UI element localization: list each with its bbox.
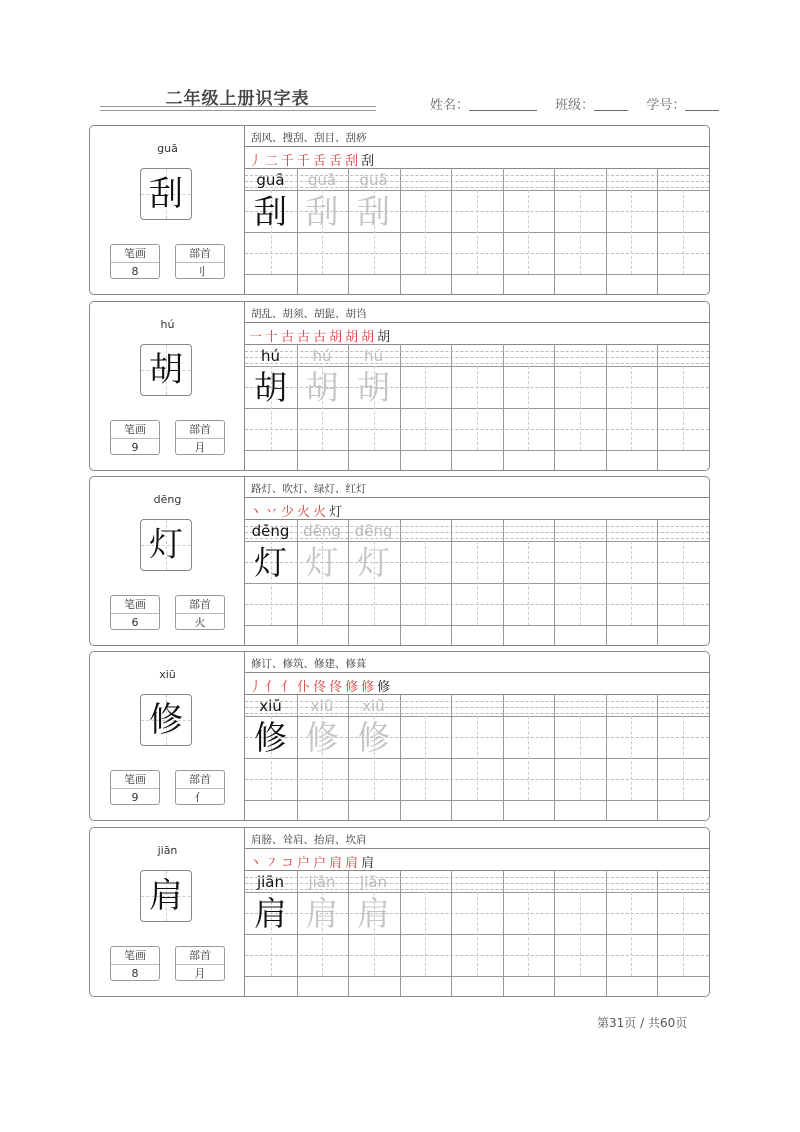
radical: 亻 [194, 791, 206, 804]
stroke-step: 胡 [345, 330, 362, 345]
stroke-step: 刮 [345, 154, 362, 169]
stroke-step: 火 [313, 505, 330, 520]
radical-box [175, 420, 225, 455]
stroke-step: 丶 [249, 505, 266, 520]
radical-box [175, 595, 225, 630]
practice-area [245, 126, 709, 294]
stroke-step: 千 [297, 154, 314, 169]
character-box [140, 870, 192, 922]
practice-character: 肩 [357, 894, 390, 933]
practice-character: 刮 [357, 192, 390, 231]
stroke-step: 胡 [377, 330, 394, 345]
pinyin-sample: xiū [310, 697, 334, 715]
card-summary [90, 126, 245, 294]
stroke-count: 8 [131, 967, 139, 980]
card-summary [90, 477, 245, 645]
stroke-count-box [110, 595, 160, 630]
stroke-step: 舌 [329, 154, 346, 169]
character: 刮 [149, 174, 183, 214]
pinyin-sample: dēng [303, 522, 341, 540]
practice-area [245, 652, 709, 820]
stroke-step: 少 [281, 505, 298, 520]
radical-label: 部首 [176, 947, 224, 965]
id-blank[interactable] [685, 98, 719, 111]
example-words: 路灯、吹灯、绿灯、红灯 [251, 483, 367, 495]
character-card [89, 301, 710, 471]
practice-character: 肩 [254, 894, 287, 933]
id-label: 学号： [646, 98, 686, 113]
stroke-step: 丿 [249, 680, 266, 695]
stroke-step: 灯 [329, 505, 346, 520]
character-card [89, 651, 710, 821]
stroke-count: 9 [131, 441, 139, 454]
practice-area [245, 302, 709, 470]
stroke-step: 修 [345, 680, 362, 695]
pinyin-label: jiān [157, 844, 178, 857]
stroke-order [249, 501, 345, 520]
radical-label: 部首 [176, 596, 224, 614]
practice-character: 刮 [305, 192, 339, 231]
stroke-count-box [110, 770, 160, 805]
stroke-step: 肩 [329, 856, 346, 871]
practice-character: 灯 [357, 543, 390, 582]
pinyin-sample: hú [312, 347, 332, 365]
stroke-step: 亻 [265, 680, 282, 695]
card-summary [90, 302, 245, 470]
pinyin-sample: jiān [256, 873, 285, 891]
radical-label: 部首 [176, 245, 224, 263]
stroke-step: コ [281, 856, 298, 871]
practice-character: 修 [305, 718, 339, 757]
page-title: 二年级上册识字表 [165, 89, 310, 109]
stroke-step: 户 [297, 856, 314, 871]
character-card [89, 476, 710, 646]
stroke-step: 佟 [313, 680, 330, 695]
card-summary [90, 828, 245, 996]
stroke-order [249, 676, 393, 695]
radical-box [175, 770, 225, 805]
stroke-step: 十 [265, 330, 282, 345]
stroke-order [249, 150, 377, 169]
stroke-step: 户 [313, 856, 330, 871]
example-words: 修订、修筑、修建、修葺 [251, 658, 367, 670]
stroke-step: 肩 [345, 856, 362, 871]
practice-character: 胡 [305, 368, 339, 407]
practice-character: 刮 [254, 192, 287, 231]
pinyin-label: guā [157, 142, 178, 155]
stroke-step: 亻 [281, 680, 298, 695]
stroke-count-box [110, 946, 160, 981]
practice-area [245, 477, 709, 645]
stroke-count: 9 [131, 791, 139, 804]
character-card [89, 125, 710, 295]
practice-character: 胡 [254, 368, 287, 407]
character: 肩 [149, 876, 183, 916]
practice-character: 肩 [305, 894, 339, 933]
stroke-step: 古 [297, 330, 314, 345]
character-box [140, 344, 192, 396]
radical: 火 [194, 616, 206, 629]
character-box [140, 694, 192, 746]
pinyin-label: xiū [159, 668, 176, 681]
pinyin-sample: guā [307, 171, 337, 189]
pinyin-label: dēng [153, 493, 182, 506]
student-fields [430, 94, 719, 113]
example-words: 胡乱、胡须、胡髭、胡诌 [251, 308, 367, 320]
character-card [89, 827, 710, 997]
radical-label: 部首 [176, 771, 224, 789]
stroke-step: 古 [281, 330, 298, 345]
stroke-step: 丿 [249, 154, 266, 169]
example-words: 肩膀、耸肩、抬肩、坎肩 [251, 834, 367, 846]
stroke-step: 二 [265, 154, 282, 169]
character-box [140, 168, 192, 220]
pinyin-sample: dēng [251, 522, 290, 540]
pinyin-sample: jiān [308, 873, 336, 891]
example-words: 刮风、搜刮、刮目、刮痧 [251, 132, 367, 144]
title-underline [100, 106, 376, 107]
pinyin-sample: hú [260, 347, 280, 365]
stroke-order [249, 852, 377, 871]
radical: 月 [194, 967, 206, 980]
card-summary [90, 652, 245, 820]
practice-character: 灯 [305, 543, 339, 582]
radical-box [175, 244, 225, 279]
stroke-step: 千 [281, 154, 298, 169]
stroke-step: 修 [361, 680, 378, 695]
stroke-step: 胡 [329, 330, 346, 345]
practice-character: 灯 [254, 543, 287, 582]
stroke-step: 丶 [249, 856, 266, 871]
practice-character: 胡 [357, 368, 390, 407]
title-underline-2 [100, 110, 376, 111]
pinyin-sample: xiū [259, 697, 282, 715]
stroke-step: 修 [377, 680, 394, 695]
stroke-step: 一 [249, 330, 266, 345]
stroke-step: 舌 [313, 154, 330, 169]
name-blank[interactable] [469, 98, 537, 111]
radical-label: 部首 [176, 421, 224, 439]
class-blank[interactable] [594, 98, 628, 111]
stroke-step: 佟 [329, 680, 346, 695]
radical: 刂 [194, 265, 206, 278]
pinyin-sample: guā [256, 171, 285, 189]
pinyin-sample: hú [363, 347, 383, 365]
stroke-count: 8 [131, 265, 139, 278]
stroke-count-label: 笔画 [111, 771, 159, 789]
stroke-step: 刮 [361, 154, 378, 169]
pinyin-sample: guā [359, 171, 388, 189]
stroke-step: 火 [297, 505, 314, 520]
stroke-step: ㇇ [265, 856, 282, 871]
stroke-step: 肩 [361, 856, 378, 871]
stroke-count-label: 笔画 [111, 245, 159, 263]
character: 灯 [149, 525, 183, 565]
name-label: 姓名： [430, 98, 470, 113]
pinyin-sample: dēng [354, 522, 393, 540]
radical: 月 [194, 441, 206, 454]
class-label: 班级： [555, 98, 595, 113]
stroke-count-box [110, 244, 160, 279]
stroke-step: 胡 [361, 330, 378, 345]
stroke-step: 古 [313, 330, 330, 345]
pinyin-sample: jiān [359, 873, 388, 891]
character: 修 [149, 700, 183, 740]
stroke-count-box [110, 420, 160, 455]
stroke-order [249, 326, 393, 345]
page-number: 第31页 / 共60页 [597, 1016, 688, 1030]
character: 胡 [149, 350, 183, 390]
stroke-step: 仆 [297, 680, 314, 695]
practice-area [245, 828, 709, 996]
practice-character: 修 [357, 718, 390, 757]
stroke-count: 6 [131, 616, 139, 629]
pinyin-sample: xiū [362, 697, 385, 715]
stroke-count-label: 笔画 [111, 947, 159, 965]
character-box [140, 519, 192, 571]
pinyin-label: hú [160, 318, 175, 331]
stroke-step: 丷 [265, 505, 282, 520]
radical-box [175, 946, 225, 981]
stroke-count-label: 笔画 [111, 421, 159, 439]
practice-character: 修 [254, 718, 287, 757]
stroke-count-label: 笔画 [111, 596, 159, 614]
